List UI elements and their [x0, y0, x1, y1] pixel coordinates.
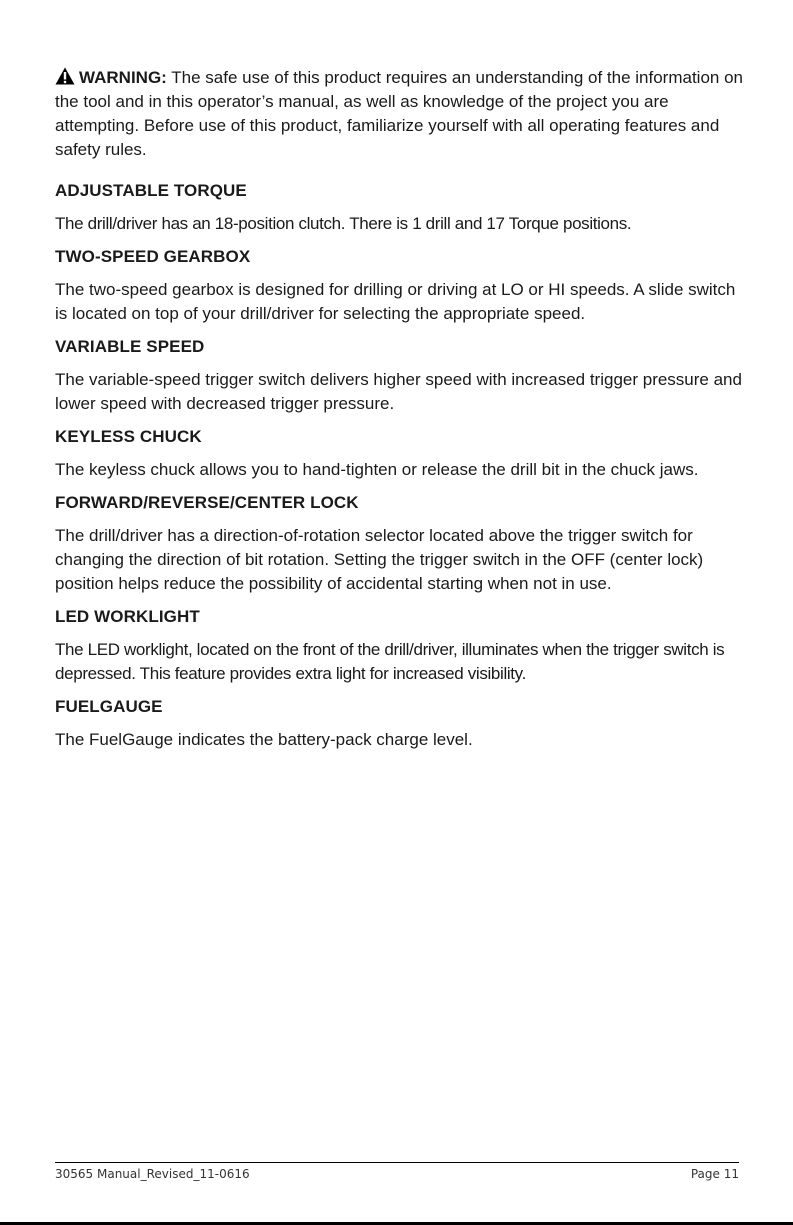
- section-title: ADJUSTABLE TORQUE: [55, 181, 247, 200]
- section-body: The keyless chuck allows you to hand-tighten or release the drill bit in the chuck jaws.: [55, 460, 699, 479]
- warning-text: The safe use of this product requires an understanding of the information on the tool and in this operator’s manual, as well as knowledge of the project you are attempting. Before use of this product, familiarize yourself with all operating features and safety rules.: [55, 68, 743, 159]
- section-title: KEYLESS CHUCK: [55, 427, 202, 446]
- section-adjustable-torque: [55, 180, 745, 236]
- section-led-worklight: [55, 606, 745, 686]
- section-body: The two-speed gearbox is designed for drilling or driving at LO or HI speeds. A slide switch is located on top of your drill/driver for selecting the appropriate speed.: [55, 280, 736, 323]
- section-forward-reverse-center-lock: [55, 492, 745, 596]
- section-fuelgauge: [55, 696, 745, 752]
- manual-page: [55, 66, 745, 762]
- section-body: The FuelGauge indicates the battery-pack charge level.: [55, 730, 473, 749]
- section-body: The drill/driver has an 18-position clutch. There is 1 drill and 17 Torque positions.: [55, 214, 632, 233]
- section-title: TWO-SPEED GEARBOX: [55, 247, 251, 266]
- warning-triangle-icon: [55, 67, 75, 85]
- section-title: FORWARD/REVERSE/CENTER LOCK: [55, 493, 359, 512]
- warning-label: WARNING:: [79, 68, 167, 87]
- section-variable-speed: [55, 336, 745, 416]
- section-keyless-chuck: [55, 426, 745, 482]
- footer-document-id: 30565 Manual_Revised_11-0616: [55, 1167, 250, 1181]
- section-title: LED WORKLIGHT: [55, 607, 200, 626]
- section-body: The LED worklight, located on the front of the drill/driver, illuminates when the trigger switch is depressed. This feature provides extra light for increased visibility.: [55, 640, 725, 683]
- warning-block: [55, 66, 745, 162]
- section-title: VARIABLE SPEED: [55, 337, 205, 356]
- section-body: The drill/driver has a direction-of-rotation selector located above the trigger switch for changing the direction of bit rotation. Setting the trigger switch in the OFF (center lock) position helps reduce the possibility of accidental starting when not in use.: [55, 526, 704, 593]
- footer-page-number: Page 11: [690, 1167, 739, 1181]
- section-title: FUELGAUGE: [55, 697, 163, 716]
- section-body: The variable-speed trigger switch delivers higher speed with increased trigger pressure and lower speed with decreased trigger pressure.: [55, 370, 742, 413]
- page-footer: [55, 1162, 739, 1181]
- section-two-speed-gearbox: [55, 246, 745, 326]
